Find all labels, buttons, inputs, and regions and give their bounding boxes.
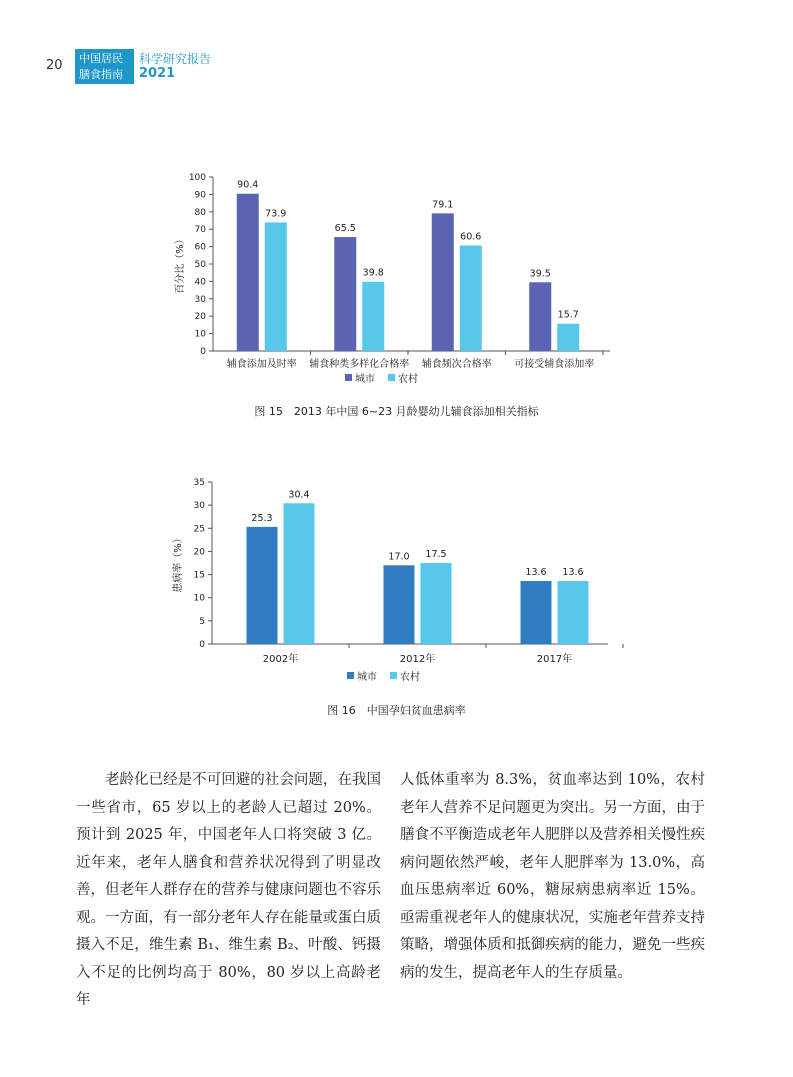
y-tick-label: 60 (194, 242, 206, 253)
bar-value-label: 79.1 (432, 199, 454, 211)
legend-swatch (388, 374, 395, 381)
y-tick-label: 80 (194, 207, 206, 218)
bar-city (334, 237, 356, 351)
y-tick-label: 15 (193, 570, 205, 581)
y-axis-title: 百分比（%） (175, 234, 186, 294)
figure-16-caption: 图 16 中国孕妇贫血患病率 (327, 704, 466, 717)
y-tick-label: 0 (199, 640, 205, 650)
legend-swatch (345, 374, 352, 381)
legend-swatch (390, 672, 397, 679)
bar-city (432, 213, 454, 351)
legend-label: 农村 (400, 672, 420, 683)
y-tick-label: 90 (194, 190, 206, 201)
bar-city (237, 194, 259, 351)
report-year: 2021 (139, 66, 176, 81)
bar-value-label: 39.8 (362, 267, 384, 279)
y-tick-label: 30 (193, 501, 205, 512)
chart-figure-15 (0, 165, 793, 395)
y-tick-label: 40 (194, 277, 206, 288)
paragraph-right: 人低体重率为 8.3%，贫血率达到 10%，农村老年人营养不足问题更为突出。另一方面，由于膳食不平衡造成老年人肥胖以及营养相关慢性疾病问题依然严峻，老年人肥胖率为 13.0%，高血压患病率近 60%，糖尿病患病率近 15%。亟需重视老年人的健康状况，实施老年营养支持策略，增强体质和抵御疾病的能力，避免一些疾病的发生，提高老年人的生存质量。 (400, 772, 705, 981)
y-tick-label: 50 (194, 260, 206, 270)
y-tick-label: 70 (194, 225, 206, 236)
x-category-label: 2012年 (399, 654, 436, 665)
x-category-label: 可接受辅食添加率 (514, 359, 595, 370)
chart-figure-16 (0, 470, 793, 695)
x-category-label: 辅食种类多样化合格率 (309, 359, 410, 370)
x-category-label: 2017年 (536, 654, 573, 665)
y-axis-title: 患病率（%） (173, 533, 184, 593)
bar-rural (362, 282, 384, 351)
bar-value-label: 65.5 (334, 223, 356, 235)
y-tick-label: 35 (193, 478, 205, 488)
guideline-logo (75, 49, 134, 84)
y-tick-label: 20 (193, 547, 205, 558)
bar-city (247, 527, 278, 644)
bar-value-label: 39.5 (529, 268, 551, 280)
bar-city (384, 565, 415, 644)
x-category-label: 辅食频次合格率 (421, 359, 492, 370)
y-tick-label: 10 (193, 593, 205, 604)
body-text-right (400, 767, 705, 987)
x-category-label: 2002年 (262, 654, 299, 665)
bar-value-label: 25.3 (251, 512, 273, 524)
bar-rural (557, 324, 579, 351)
y-tick-label: 100 (188, 173, 206, 183)
bar-value-label: 17.5 (425, 549, 447, 560)
y-tick-label: 10 (194, 329, 206, 340)
page-number: 20 (46, 58, 63, 73)
bar-rural (558, 581, 589, 644)
bar-value-label: 73.9 (265, 208, 287, 220)
bar-rural (265, 222, 287, 351)
bar-city (529, 282, 551, 351)
bar-value-label: 30.4 (288, 489, 310, 501)
bar-city (521, 581, 552, 644)
logo-line-1: 中国居民 (79, 52, 123, 65)
paragraph-left: 老龄化已经是不可回避的社会问题，在我国一些省市，65 岁以上的老龄人已超过 20%。预计到 2025 年，中国老年人口将突破 3 亿。近年来，老年人膳食和营养状况得到了明显改善，但老年人群存在的营养与健康问题也不容乐观。一方面，有一部分老年人存在能量或蛋白质摄入不足，维生素 B₁、维生素 B₂、叶酸、钙摄入不足的比例均高于 80%，80 岁以上高龄老年 (76, 772, 381, 1008)
y-tick-label: 5 (199, 616, 205, 627)
x-category-label: 辅食添加及时率 (226, 359, 297, 370)
bar-value-label: 13.6 (562, 567, 584, 579)
bar-rural (421, 563, 452, 644)
y-tick-label: 25 (193, 524, 205, 535)
bar-value-label: 90.4 (237, 179, 259, 191)
report-subtitle: 科学研究报告 (139, 52, 212, 66)
legend-swatch (347, 672, 354, 679)
bar-value-label: 13.6 (525, 567, 547, 579)
bar-rural (284, 503, 315, 644)
bar-value-label: 15.7 (557, 309, 579, 321)
y-tick-label: 0 (200, 347, 206, 357)
body-text-left (76, 767, 381, 1015)
figure-15-caption: 图 15 2013 年中国 6~23 月龄婴幼儿辅食添加相关指标 (254, 405, 539, 418)
y-tick-label: 20 (194, 312, 206, 323)
y-tick-label: 30 (194, 294, 206, 305)
legend-label: 城市 (357, 672, 377, 683)
bar-rural (460, 246, 482, 351)
legend-label: 农村 (398, 374, 418, 385)
bar-value-label: 60.6 (460, 231, 482, 243)
legend-label: 城市 (355, 374, 375, 385)
logo-line-2: 膳食指南 (79, 68, 123, 81)
bar-value-label: 17.0 (388, 551, 410, 563)
